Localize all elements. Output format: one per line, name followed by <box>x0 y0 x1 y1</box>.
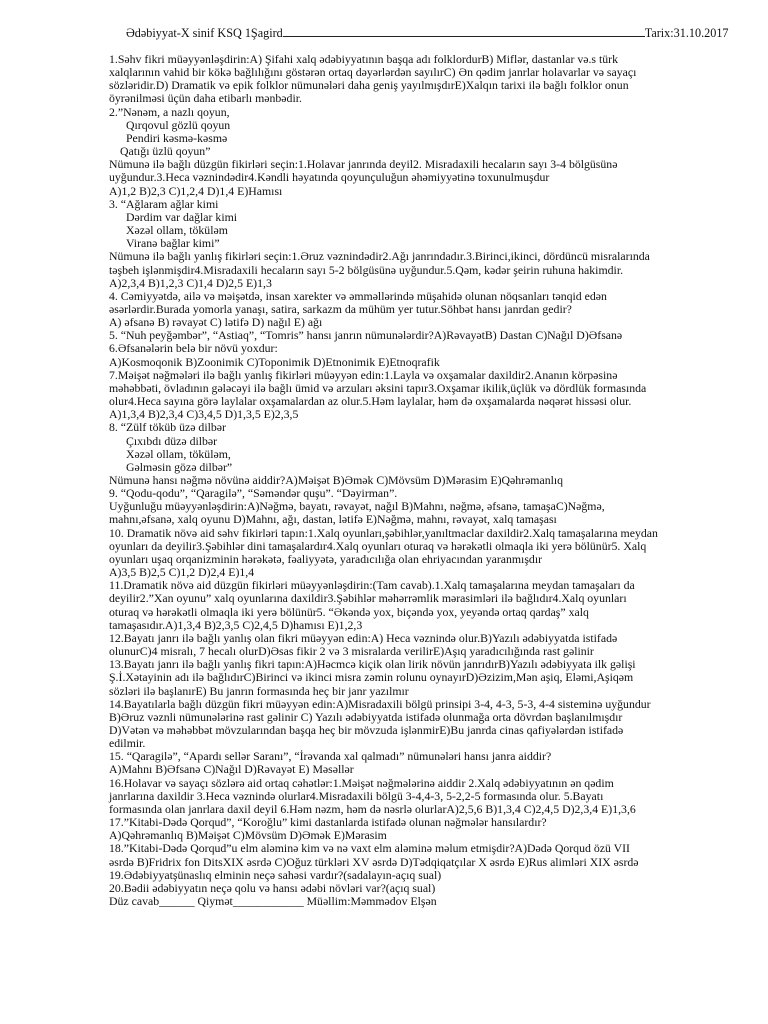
text-line: A)Mahnı B)Əfsanə C)Nağıl D)Rəvayət E) Məsəllər <box>109 762 354 777</box>
text-line: 9. “Qodu-qodu”, “Qaragilə”, “Səməndər quşu”. “Dəyirman”. <box>109 486 398 501</box>
header-date: Tarix:31.10.2017 <box>644 26 729 40</box>
text-line: Ş.İ.Xətayinin adı ilə bağlıdırC)Birinci və ikinci misra zəmin rolunu oynayırD)Əzizim,Mən aşiq, Eləmi,Aşiqəm <box>109 670 634 685</box>
text-line: oturaq və hərəkətli olmaqla iki yerə bölünür5. “Əkəndə yox, biçəndə yox, yeyəndə ortaq qardaş” xalq <box>109 604 589 619</box>
text-line: əsərlərdir.Burada yomorla yanaşı, satira, sarkazm da mühüm yer tutur.Söhbət hansı janrdan gedir? <box>109 301 572 316</box>
text-line: formasında olan janrlara daxil deyil 6.Həm nəzm, həm də nəsrlə olurlarA)2,5,6 B)1,3,4 C)2,4,5 D)2,3,4 E)1,3,6 <box>109 801 636 816</box>
text-line: 12.Bayatı janrı ilə bağlı yanlış olan fikri müəyyən edin:A) Heca vəznində olur.B)Yazılı ədəbiyyatda istifadə <box>109 630 618 645</box>
text-line: Xəzəl ollam, töküləm, <box>126 446 231 461</box>
text-line: 11.Dramatik növə aid düzgün fikirləri müəyyənləşdirin:(Tam cavab).1.Xalq tamaşalarına meydan tamaşaları da <box>109 578 635 593</box>
text-line: 10. Dramatik növə aid səhv fikirləri tapın:1.Xalq oyunları,şəbihlər,yanıltmaclar daxildir2.Xalq tamaşalarına meydan <box>109 525 658 540</box>
text-line: D)Vətən və məhəbbət mövzularından başqa heç bir mövzuda işlənmirE)Bu janrda cinas qafiyələrdən istifadə <box>109 722 624 737</box>
text-line: A)1,2 B)2,3 C)1,2,4 D)1,4 E)Hamısı <box>109 183 283 198</box>
exam-header <box>126 24 729 41</box>
text-line: Nümunə ilə bağlı yanlış fikirləri seçin:1.Əruz vəznindədir2.Ağı janrındadır.3.Birinci,ikinci, dördüncü misralarında <box>109 249 650 264</box>
text-line: A)1,3,4 B)2,3,4 C)3,4,5 D)1,3,5 E)2,3,5 <box>109 407 299 422</box>
text-line: Gəlməsin gözə dilbər” <box>126 459 233 474</box>
text-line: 19.Ədəbiyyatşünaslıq elminin neçə sahəsi vardır?(sadalayın-açıq sual) <box>109 867 442 882</box>
text-line: Pendiri kəsmə-kəsmə <box>126 130 228 145</box>
text-line: 1.Səhv fikri müəyyənləşdirin:A) Şifahi xalq ədəbiyyatının başqa adı folklordurB) Miflər, dastanlar və.s türk <box>109 52 618 66</box>
text-line: 8. “Zülf töküb üzə dilbər <box>109 420 226 435</box>
text-line: 18.”Kitabi-Dədə Qorqud”u elm aləminə kim və nə vaxt elm aləminə məlum etmişdir?A)Dədə Qorqud özü VII <box>109 841 630 856</box>
text-line: 15. “Qaragilə”, “Apardı sellər Saranı”, “İrəvanda xal qalmadı” nümunələri hansı janra aiddir? <box>109 749 552 764</box>
text-line: 17.”Kitabi-Dədə Qorqud”, “Koroğlu” kimi dastanlarda istifadə olunan nəğmələr hansılardır? <box>109 815 547 830</box>
text-line: öyrənilməsi üçün daha etibarlı mənbədir. <box>109 91 302 106</box>
text-line: xalqlarının vahid bir kökə bağlılığını göstərən ortaq dəyərlərdən sayılırC) Ən qədim janrlar holavarlar və sayaçı <box>109 65 637 80</box>
text-line: 13.Bayatı janrı ilə bağlı yanlış fikri tapın:A)Həcmcə kiçik olan lirik növün janrıdırB)Yazılı ədəbiyyata ilk gəlişi <box>109 657 636 672</box>
text-line: Uyğunluğu müəyyənləşdirin:A)Nəğmə, bayatı, rəvayət, nağıl B)Mahnı, nəğmə, əfsanə, tamaşaC)Nəğmə, <box>109 499 605 514</box>
text-line: 20.Bədii ədəbiyyatın neçə qolu və hansı ədəbi növləri var?(açıq sual) <box>109 880 436 895</box>
text-line: təşbeh işlənmişdir4.Misradaxili hecaların sayı 5-2 bölgüsünə uyğundur.5.Qəm, kədər şeirin ruhuna hakimdir. <box>109 262 624 277</box>
exam-questions <box>109 53 721 908</box>
text-line: sözləri ilə başlanırE) Bu janrın formasında heç bir janr yazılmır <box>109 683 409 698</box>
text-line: edilmir. <box>109 736 146 751</box>
text-line: Çıxıbdı düzə dilbər <box>126 433 218 448</box>
header-title: Ədəbiyyat-X sinif KSQ 1Şagird <box>126 26 283 40</box>
text-line: Qatığı üzlü qoyun” <box>120 144 211 159</box>
text-line: Xəzəl ollam, töküləm <box>126 223 228 238</box>
text-line: Düz cavab______ Qiymət____________ Müəllim:Məmmədov Elşən <box>109 894 437 908</box>
text-line: əsrdə B)Fridrix fon DitsXIX əsrdə C)Oğuz türkləri XV əsrdə D)Tədqiqatçılar X əsrdə E)Rus alimləri XIX əsrdə <box>109 854 639 869</box>
text-line: A)2,3,4 B)1,2,3 C)1,4 D)2,5 E)1,3 <box>109 275 272 290</box>
text-line: A)Qəhrəmanlıq B)Məişət C)Mövsüm D)Əmək E)Mərasim <box>109 828 387 843</box>
text-line: 3. “Ağlaram ağlar kimi <box>109 196 219 211</box>
text-line: A)Kosmoqonik B)Zoonimik C)Toponimik D)Etnonimik E)Etnoqrafik <box>109 354 440 369</box>
text-line: Dərdim var dağlar kimi <box>126 209 238 224</box>
text-line: 7.Məişət nəğmələri ilə bağlı yanlış fikirləri müəyyən edin:1.Layla və oxşamalar daxildir2.Ananın körpəsinə <box>109 367 618 382</box>
text-line: 6.Əfsanələrin belə bir növü yoxdur: <box>109 341 278 356</box>
text-line: B)Əruz vəznli nümunələrinə rast gəlinir C) Yazılı ədəbiyyatda istifadə olunmağa orta dövrdən başlanılmışdır <box>109 709 623 724</box>
text-line: A)3,5 B)2,5 C)1,2 D)2,4 E)1,4 <box>109 565 255 580</box>
text-line: mahnı,əfsanə, xalq oyunu D)Mahnı, ağı, dastan, lətifə E)Nəğmə, mahnı, rəvayət, xalq tamaşası <box>109 512 557 527</box>
text-line: janrlarına daxildir 3.Heca vəznində olurlar4.Misradaxili bölgü 3-4,4-3, 5-2,2-5 formasında olur. 5.Bayatı <box>109 788 604 803</box>
text-line: 5. “Nuh peyğəmbər”, “Astiaq”, “Tomris” hansı janrın nümunələrdir?A)RəvayətB) Dastan C)Nağıl D)Əfsanə <box>109 328 623 343</box>
text-line: sözləridir.D) Dramatik və epik folklor nümunələri daha geniş yayılmışdırE)Xalqın tarixi ilə bağlı folklor onun <box>109 78 629 93</box>
text-line: deyilir2.”Xan oyunu” xalq oyunlarına daxildir3.Şəbihlər məhərrəmlik mərasimləri ilə bağlıdır4.Xalq oyunları <box>109 591 627 606</box>
text-line: 4. Cəmiyyətdə, ailə və məişətdə, insan xarekter və əmməllərində müşahidə olunan nöqsanları tənqid edən <box>109 288 607 303</box>
text-line: oyunları da deyilir3.Şəbihlər dini tamaşalardır4.Xalq oyunları oturaq və hərəkətli olmaqla iki yerə bölünür5. Xalq <box>109 538 647 553</box>
text-line: 2.”Nənəm, a nazlı qoyun, <box>109 104 230 119</box>
text-line: Nümunə hansı nəğmə növünə aiddir?A)Məişət B)Əmək C)Mövsüm D)Mərasim E)Qəhrəmanlıq <box>109 473 564 487</box>
text-line: Nümunə ilə bağlı düzgün fikirləri seçin:1.Holavar janrında deyil2. Misradaxili hecaların sayı 3-4 bölgüsünə <box>109 157 618 172</box>
text-line: olur4.Heca sayına görə laylalar oxşamalardan az olur.5.Həm laylalar, həm də oxşamalarda nəqərət hissəsi olur. <box>109 394 632 409</box>
text-line: Viranə bağlar kimi” <box>126 236 220 251</box>
text-line: Qırqovul gözlü qoyun <box>126 117 231 132</box>
text-line: uyğundur.3.Heca vəznindədir4.Kəndli həyatında qoyunçuluğun əhəmiyyətinə toxunulmuşdur <box>109 170 550 185</box>
text-line: 14.Bayatılarla bağlı düzgün fikri müəyyən edin:A)Misradaxili bölgü prinsipi 3-4, 4-3, 5-3, 4-4 sisteminə uyğundur <box>109 696 651 711</box>
student-name-blank <box>283 24 645 37</box>
text-line: 16.Holavar və sayaçı sözlərə aid ortaq cəhətlər:1.Məişət nəğmələrinə aiddir 2.Xalq ədəbiyyatının ən qədim <box>109 775 614 790</box>
text-line: A) əfsanə B) rəvayət C) lətifə D) nağıl E) ağı <box>109 315 323 330</box>
text-line: olunurC)4 misralı, 7 hecalı olurD)Əsas fikir 2 və 3 misralarda verilirE)Aşıq yaradıcılığında rast gəlinir <box>109 644 594 659</box>
text-line: məhəbbəti, övladının gələcəyi ilə bağlı ümid və arzuları əksini tapır3.Oxşamar ikilik,üçlük və dördlük formasında <box>109 380 647 395</box>
text-line: tamaşasıdır.A)1,3,4 B)2,3,5 C)2,4,5 D)hamısı E)1,2,3 <box>109 617 363 632</box>
text-line: oyunları uşaq orqanizminin hərəkətə, fəaliyyətə, yaradıcılığa olan ehriyacından yaranmışdır <box>109 551 543 566</box>
